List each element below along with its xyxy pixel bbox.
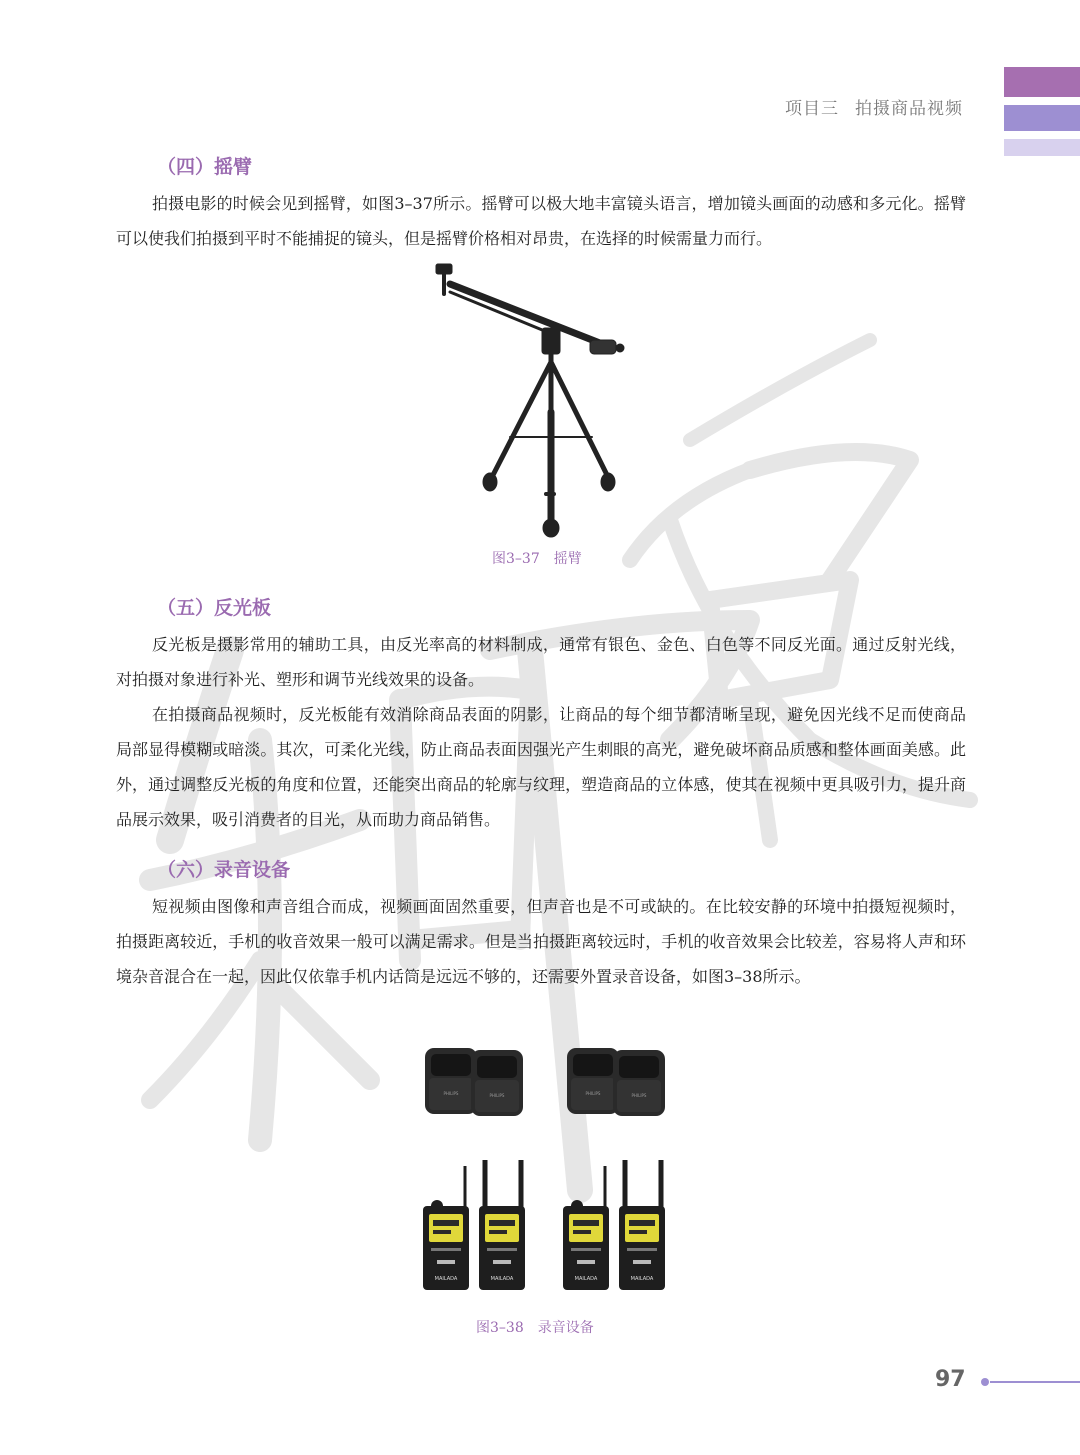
transmitter-brand-2: PHILIPS <box>489 1093 505 1098</box>
receiver-brand-4: MAILADA <box>630 1276 654 1282</box>
figure-number: 图3–38 <box>476 1320 524 1336</box>
section-title-recording-equipment: （六）录音设备 <box>157 859 291 881</box>
figure-caption-3-38 <box>476 1317 594 1337</box>
section-reflector-paragraph-2: 在拍摄商品视频时，反光板能有效消除商品表面的阴影，让商品的每个细节都清晰呈现，避免因光线不足而使商品局部显得模糊或暗淡。其次，可柔化光线，防止商品表面因强光产生刺眼的高光，避免破坏商品质感和整体画面美感。此外，通过调整反光板的角度和位置，还能突出商品的轮廓与纹理，塑造商品的立体感，使其在视频中更具吸引力，提升商品展示效果，吸引消费者的目光，从而助力商品销售。 <box>116 705 966 829</box>
figure-number: 图3–37 <box>492 551 540 567</box>
transmitter-brand-4: PHILIPS <box>631 1093 647 1098</box>
header-color-band-1 <box>1004 67 1080 97</box>
page-number-rule <box>980 1377 1080 1387</box>
running-head-project: 项目三 <box>785 99 839 119</box>
section-title-jib: （四）摇臂 <box>157 156 253 178</box>
page-number: 97 <box>935 1367 966 1392</box>
wireless-microphone-set-icon <box>415 1040 675 1310</box>
header-color-band-2 <box>1004 105 1080 131</box>
figure-title: 摇臂 <box>553 551 582 567</box>
receiver-brand-2: MAILADA <box>490 1276 514 1282</box>
recording-equipment-illustration <box>415 1040 675 1310</box>
receiver-brand-3: MAILADA <box>574 1276 598 1282</box>
header-color-band-3 <box>1004 139 1080 156</box>
camera-jib-crane-icon <box>430 262 630 542</box>
transmitter-brand-3: PHILIPS <box>585 1091 601 1096</box>
section-reflector-paragraph-1: 反光板是摄影常用的辅助工具，由反光率高的材料制成，通常有银色、金色、白色等不同反光面。通过反射光线，对拍摄对象进行补光、塑形和调节光线效果的设备。 <box>116 635 966 689</box>
running-head <box>785 94 963 119</box>
section-jib-paragraph-1: 拍摄电影的时候会见到摇臂，如图3–37所示。摇臂可以极大地丰富镜头语言，增加镜头画面的动感和多元化。摇臂可以使我们拍摄到平时不能捕捉的镜头，但是摇臂价格相对昂贵，在选择的时候需量力而行。 <box>116 194 966 248</box>
transmitter-brand-1: PHILIPS <box>443 1091 459 1096</box>
section-recording-paragraph-1: 短视频由图像和声音组合而成，视频画面固然重要，但声音也是不可或缺的。在比较安静的环境中拍摄短视频时，拍摄距离较近，手机的收音效果一般可以满足需求。但是当拍摄距离较远时，手机的收音效果会比较差，容易将人声和环境杂音混合在一起，因此仅依靠手机内话筒是远远不够的，还需要外置录音设备，如图3–38所示。 <box>116 897 966 986</box>
section-title-reflector: （五）反光板 <box>157 597 272 619</box>
receiver-brand-1: MAILADA <box>434 1276 458 1282</box>
figure-title: 录音设备 <box>537 1320 594 1336</box>
figure-caption-3-37 <box>492 548 582 568</box>
running-head-chapter: 拍摄商品视频 <box>855 99 963 119</box>
